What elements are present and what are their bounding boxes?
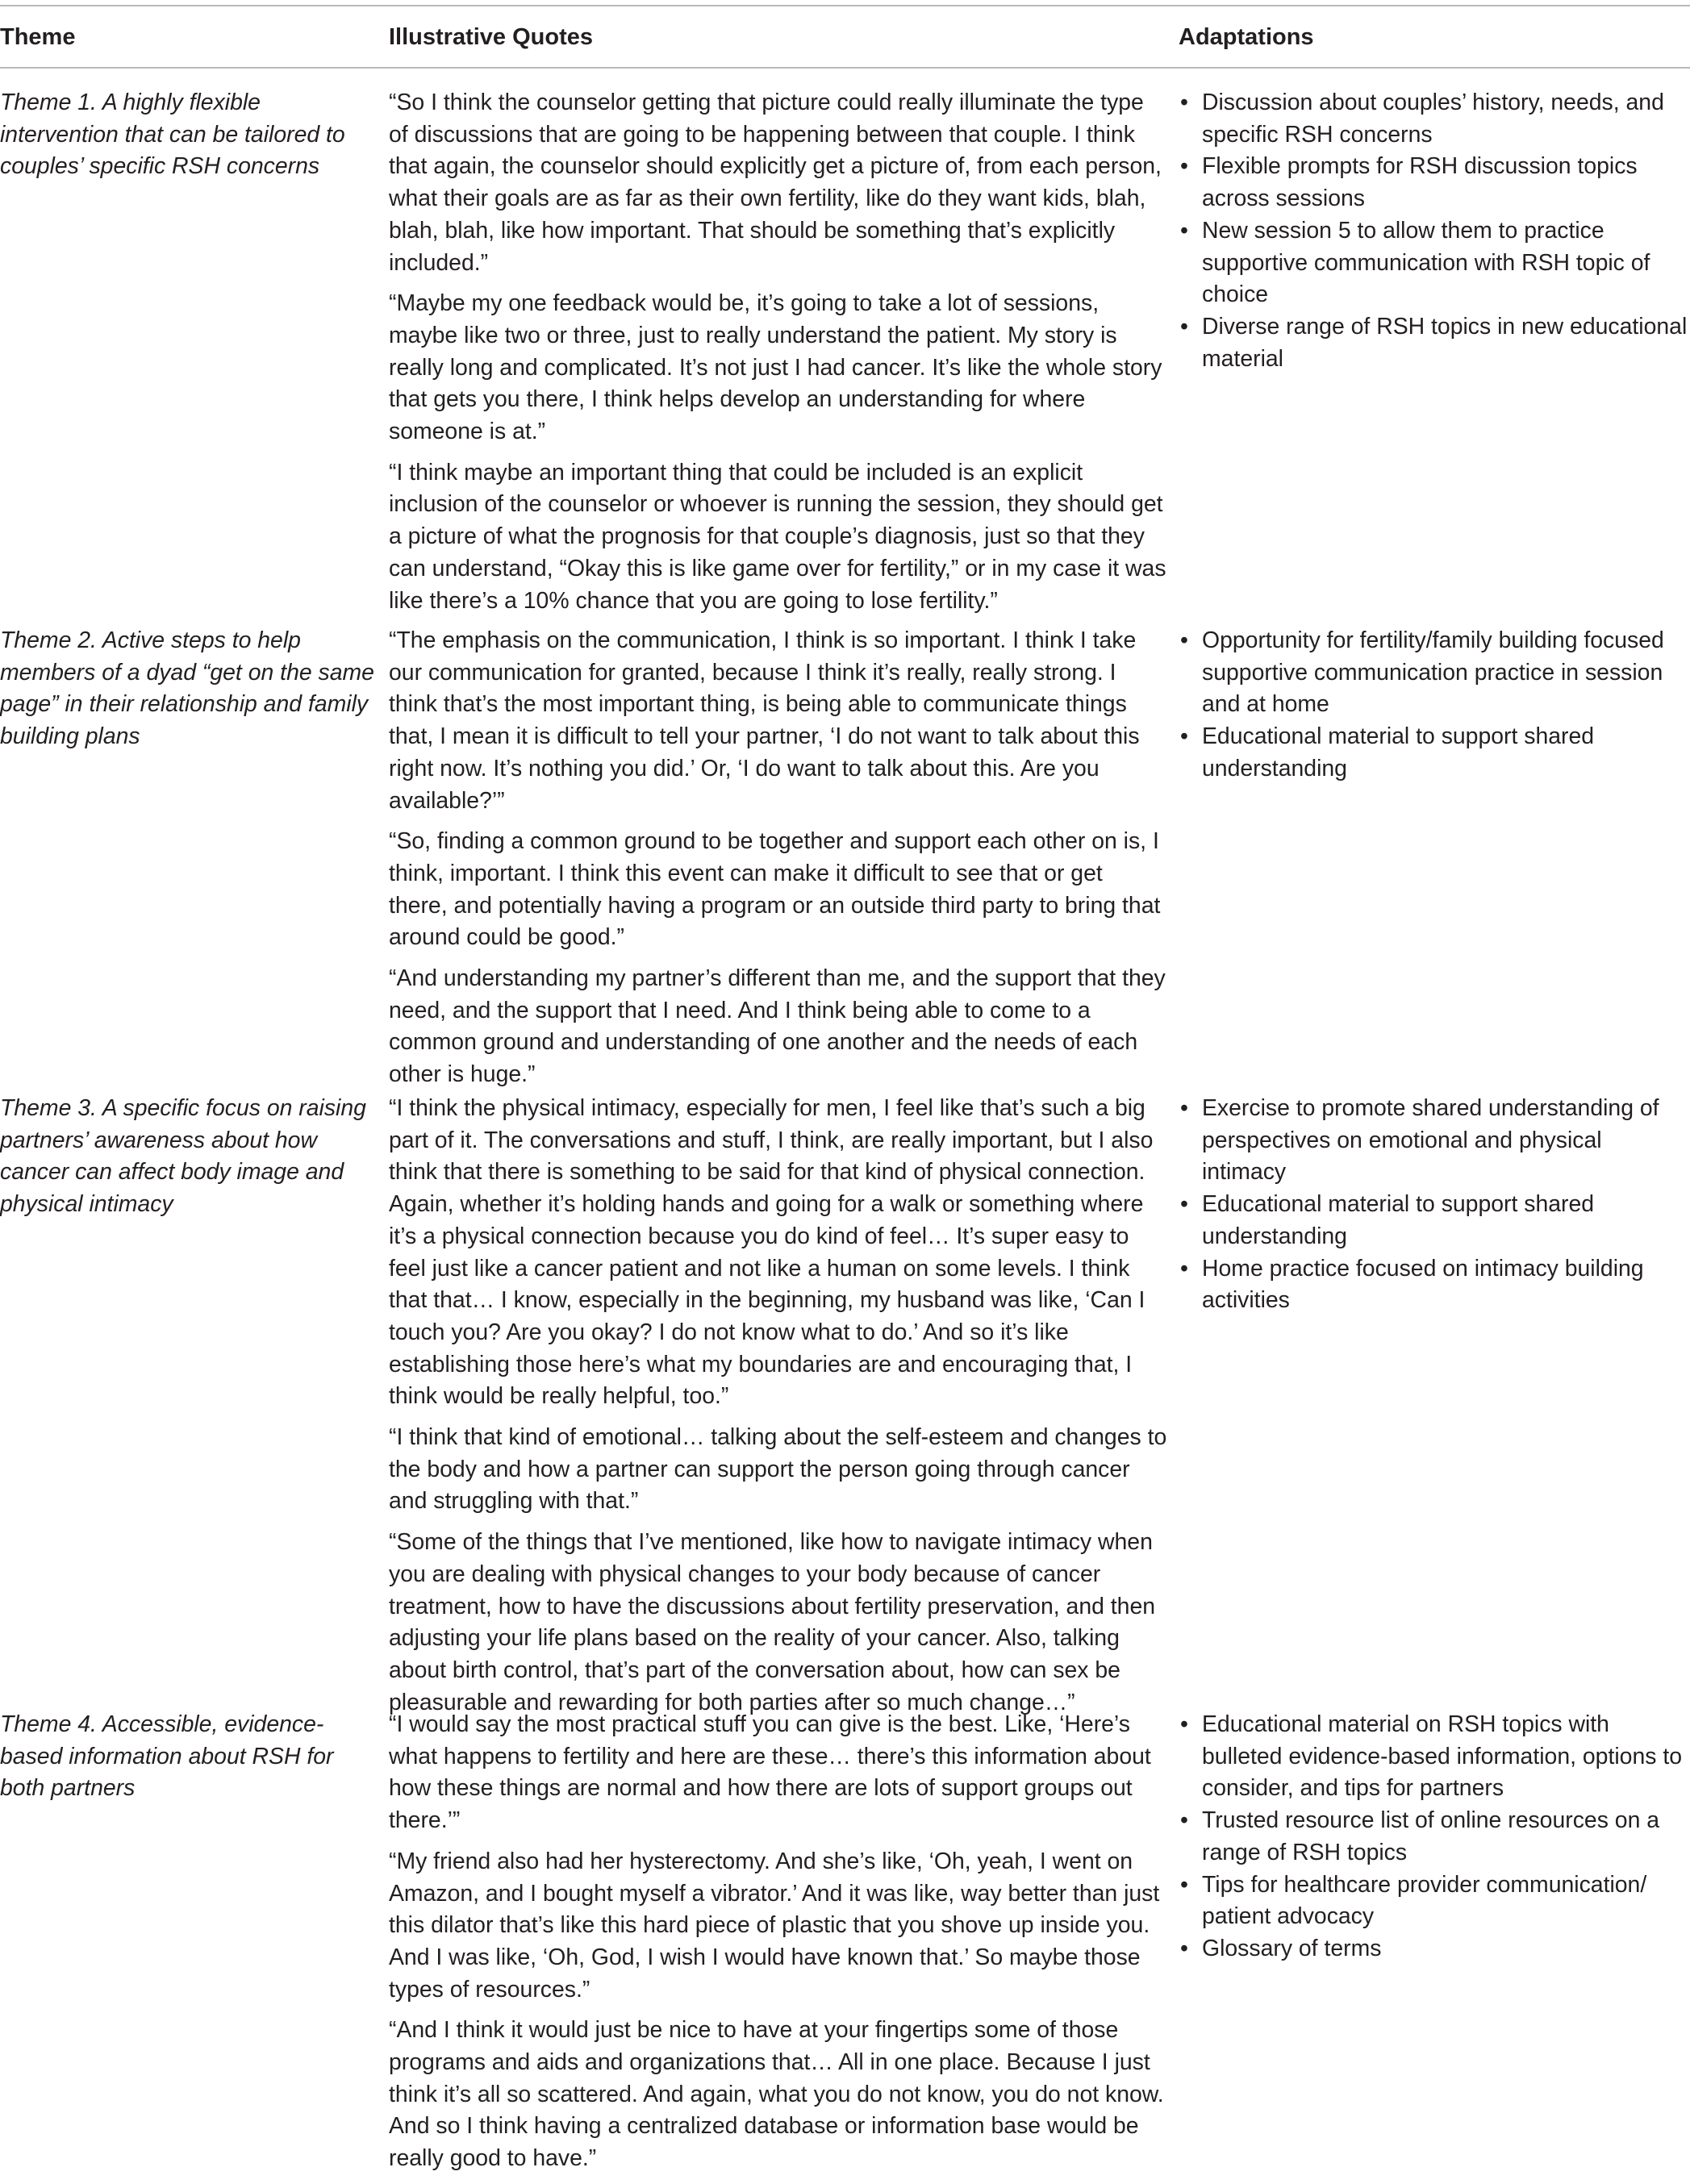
quotes-cell	[389, 625, 1167, 1100]
illustrative-quote: “My friend also had her hysterectomy. And she’s like, ‘Oh, yeah, I went on Amazon, and I bought myself a vibrator.’ And it was like, way better than just this dilator that’s like this hard piece of plastic that you shove up inside you. And I was like, ‘Oh, God, I wish I would have known that.’ So maybe those types of resources.”	[389, 1848, 1160, 2003]
adaptations-list	[1179, 1709, 1690, 1965]
theme-cell: Theme 4. Accessible, evidence-based information about RSH for both partners	[0, 1711, 334, 1802]
illustrative-quote: “Some of the things that I’ve mentioned, like how to navigate intimacy when you are dealing with physical changes to your body because of cancer treatment, how to have the discussions about fertility preservation, and then adjusting your life plans based on the reality of your cancer. Also, talking about birth control, that’s part of the conversation about, how can sex be pleasurable and rewarding for both parties after so much change…”	[389, 1529, 1156, 1715]
adaptation-item	[1179, 1869, 1690, 1933]
column-header-quotes: Illustrative Quotes	[389, 24, 594, 50]
adaptations-list	[1179, 625, 1690, 786]
illustrative-quote: “And I think it would just be nice to have at your fingertips some of those programs and aids and organizations that… All in one place. Because I just think it’s all so scattered. And again, what you do not know, you do not know. And so I think having a centralized database or information base would be really good to have.”	[389, 2017, 1164, 2172]
column-header-adaptations: Adaptations	[1179, 24, 1314, 50]
bullet-icon: •	[1180, 1255, 1188, 1282]
bullet-icon: •	[1180, 1871, 1188, 1898]
theme-cell: Theme 3. A specific focus on raising partners’ awareness about how cancer can affect body image and physical intimacy	[0, 1095, 366, 1218]
adaptation-item	[1179, 311, 1690, 375]
theme-cell: Theme 2. Active steps to help members of a dyad “get on the same page” in their relationship and family building plans	[0, 627, 374, 750]
bullet-icon: •	[1180, 153, 1188, 180]
adaptation-text: Glossary of terms	[1202, 1935, 1382, 1961]
adaptation-text: New session 5 to allow them to practice supportive communication with RSH topic of choice	[1202, 217, 1650, 308]
illustrative-quote: “I think the physical intimacy, especially for men, I feel like that’s such a big part of it. The conversations and stuff, I think, are really important, but I also think that there is something to be said for that kind of physical connection. Again, whether it’s holding hands and going for a walk or something where it’s a physical connection because you do kind of feel… It’s super easy to feel just like a cancer patient and not like a human on some levels. I think that that… I know, especially in the beginning, my husband was like, ‘Can I touch you? Are you okay? I do not know what to do.’ And so it’s like establishing those here’s what my boundaries are and encouraging that, I think would be really helpful, too.”	[389, 1095, 1154, 1410]
adaptation-text: Educational material to support shared understanding	[1202, 1191, 1595, 1249]
bullet-icon: •	[1180, 1807, 1188, 1834]
adaptation-text: Discussion about couples’ history, needs, and specific RSH concerns	[1202, 90, 1664, 148]
quotes-cell	[389, 87, 1167, 626]
adaptation-text: Opportunity for fertility/family building focused supportive communication practice in session and at home	[1202, 627, 1664, 718]
adaptation-item	[1179, 215, 1690, 311]
adaptation-item	[1179, 1093, 1690, 1189]
column-header-theme: Theme	[0, 24, 76, 50]
adaptation-text: Tips for healthcare provider communication/ patient advocacy	[1202, 1871, 1647, 1930]
adaptation-item	[1179, 1805, 1690, 1869]
illustrative-quote: “Maybe my one feedback would be, it’s going to take a lot of sessions, maybe like two or three, just to really understand the patient. My story is really long and complicated. It’s not just I had cancer. It’s like the whole story that gets you there, I think helps develop an understanding for where someone is at.”	[389, 290, 1162, 445]
illustrative-quote: “And understanding my partner’s different than me, and the support that they need, and the support that I need. And I think being able to come to a common ground and understanding of one another and the needs of each other is huge.”	[389, 965, 1166, 1088]
bullet-icon: •	[1180, 1935, 1188, 1961]
bullet-icon: •	[1180, 313, 1188, 340]
adaptation-item	[1179, 1253, 1690, 1317]
bullet-icon: •	[1180, 217, 1188, 244]
bullet-icon: •	[1180, 1191, 1188, 1218]
adaptation-text: Home practice focused on intimacy building activities	[1202, 1255, 1644, 1314]
quotes-cell	[389, 1093, 1167, 1728]
bullet-icon: •	[1180, 1095, 1188, 1121]
illustrative-quote: “I think that kind of emotional… talking about the self-esteem and changes to the body and how a partner can support the person going through cancer and struggling with that.”	[389, 1424, 1167, 1515]
illustrative-quote: “So I think the counselor getting that picture could really illuminate the type of discussions that are going to be happening between that couple. I think that again, the counselor should explicitly get a picture of, from each person, what their goals are as far as their own fertility, like do they want kids, blah, blah, blah, like how important. That should be something that’s explicitly included.”	[389, 90, 1162, 276]
adaptation-text: Diverse range of RSH topics in new educational material	[1202, 313, 1688, 372]
bullet-icon: •	[1180, 723, 1188, 750]
adaptations-list	[1179, 87, 1690, 375]
theme-cell: Theme 1. A highly flexible intervention that can be tailored to couples’ specific RSH concerns	[0, 90, 345, 180]
adaptation-item	[1179, 87, 1690, 151]
adaptation-text: Flexible prompts for RSH discussion topics across sessions	[1202, 153, 1638, 212]
illustrative-quote: “I would say the most practical stuff you can give is the best. Like, ‘Here’s what happens to fertility and here are these… there’s this information about how these things are normal and how there are lots of support groups out there.’”	[389, 1711, 1151, 1834]
quotes-cell	[389, 1709, 1167, 2184]
adaptation-text: Educational material to support shared understanding	[1202, 723, 1595, 781]
adaptation-item	[1179, 1189, 1690, 1252]
adaptation-item	[1179, 1709, 1690, 1805]
adaptation-text: Exercise to promote shared understanding of perspectives on emotional and physical intimacy	[1202, 1095, 1659, 1186]
illustrative-quote: “I think maybe an important thing that could be included is an explicit inclusion of the counselor or whoever is running the session, they should get a picture of what the prognosis for that couple’s diagnosis, just so that they can understand, “Okay this is like game over for fertility,” or in my case it was like there’s a 10% chance that you are going to lose fertility.”	[389, 459, 1166, 614]
adaptation-item	[1179, 625, 1690, 721]
adaptation-text: Trusted resource list of online resources on a range of RSH topics	[1202, 1807, 1660, 1865]
illustrative-quote: “So, finding a common ground to be together and support each other on is, I think, important. I think this event can make it difficult to see that or get there, and potentially having a program or an outside third party to bring that around could be good.”	[389, 828, 1161, 951]
bullet-icon: •	[1180, 90, 1188, 115]
adaptation-item	[1179, 1933, 1690, 1965]
top-rule	[0, 5, 1690, 6]
adaptation-item	[1179, 721, 1690, 785]
bullet-icon: •	[1180, 627, 1188, 653]
adaptations-list	[1179, 1093, 1690, 1317]
illustrative-quote: “The emphasis on the communication, I think is so important. I think I take our communication for granted, because I think it’s really, really strong. I think that’s the most important thing, is being able to communicate things that, I mean it is difficult to tell your partner, ‘I do not want to talk about this right now. It’s nothing you did.’ Or, ‘I do want to talk about this. Are you available?’”	[389, 627, 1140, 814]
header-rule	[0, 67, 1690, 69]
bullet-icon: •	[1180, 1711, 1188, 1737]
adaptation-item	[1179, 151, 1690, 215]
adaptation-text: Educational material on RSH topics with bulleted evidence-based information, options to consider, and tips for partners	[1202, 1711, 1683, 1802]
